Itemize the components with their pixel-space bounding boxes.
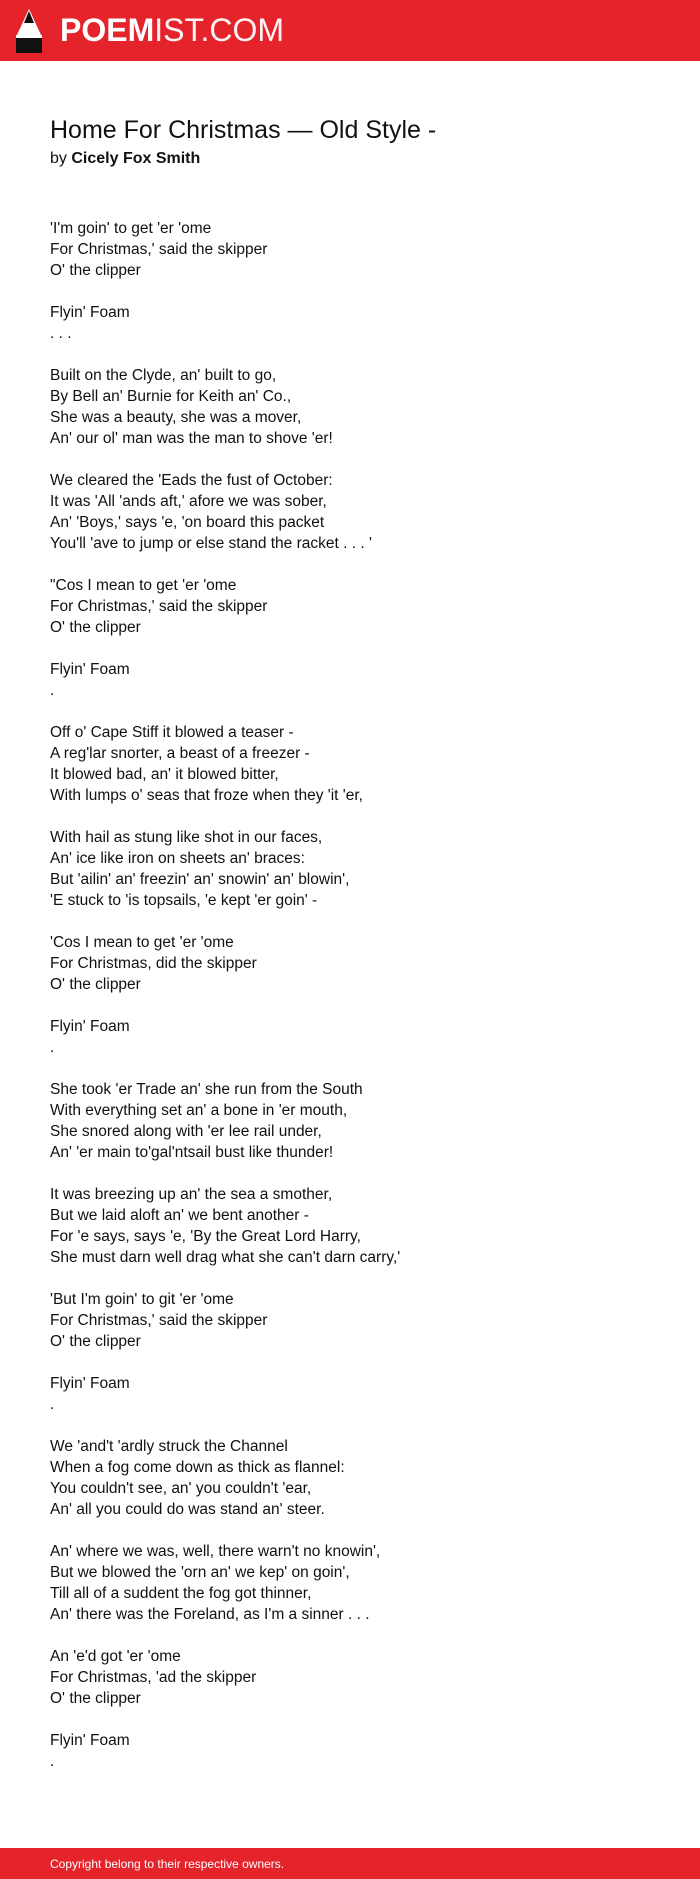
- poem-line: Built on the Clyde, an' built to go,: [50, 367, 277, 384]
- poem-line: .: [50, 1396, 55, 1413]
- poem-line: With hail as stung like shot in our faces,: [50, 829, 323, 846]
- poem-line: For Christmas, 'ad the skipper: [50, 1669, 257, 1686]
- poem-line: You'll 'ave to jump or else stand the racket . . . ': [50, 535, 372, 552]
- poem-line: Flyin' Foam: [50, 1732, 130, 1749]
- poem-line: An' there was the Foreland, as I'm a sinner . . .: [50, 1606, 370, 1623]
- poem-line: A reg'lar snorter, a beast of a freezer -: [50, 745, 310, 762]
- poem-line: With lumps o' seas that froze when they 'it 'er,: [50, 787, 363, 804]
- stanza-break: [50, 1415, 650, 1436]
- by-label: by: [50, 150, 67, 167]
- poem-line: She took 'er Trade an' she run from the South: [50, 1081, 363, 1098]
- poem-line: Flyin' Foam: [50, 1018, 130, 1035]
- stanza-break: [50, 1625, 650, 1646]
- site-logo[interactable]: [60, 11, 284, 49]
- poem-line: By Bell an' Burnie for Keith an' Co.,: [50, 388, 292, 405]
- poem-line: .: [50, 1753, 55, 1770]
- poem-line: Flyin' Foam: [50, 661, 130, 678]
- stanza-break: [50, 1520, 650, 1541]
- poem-line: When a fog come down as thick as flannel:: [50, 1459, 345, 1476]
- stanza-break: [50, 449, 650, 470]
- poem-line: 'E stuck to 'is topsails, 'e kept 'er goin' -: [50, 892, 318, 909]
- poem-line: . . .: [50, 325, 72, 342]
- copyright-text: Copyright belong to their respective owners.: [50, 1857, 285, 1871]
- poem-line: An' all you could do was stand an' steer.: [50, 1501, 325, 1518]
- stanza-break: [50, 1352, 650, 1373]
- poem-line: She must darn well drag what she can't darn carry,': [50, 1249, 401, 1266]
- poem-line: "Cos I mean to get 'er 'ome: [50, 577, 237, 594]
- stanza-break: [50, 1163, 650, 1184]
- poem-line: An' 'Boys,' says 'e, 'on board this packet: [50, 514, 325, 531]
- poem-line: She snored along with 'er lee rail under,: [50, 1123, 322, 1140]
- stanza-break: [50, 1058, 650, 1079]
- site-header: [0, 0, 700, 61]
- stanza-break: [50, 995, 650, 1016]
- poem-line: O' the clipper: [50, 262, 141, 279]
- poem-title: Home For Christmas — Old Style -: [50, 116, 437, 144]
- poem-line: We cleared the 'Eads the fust of October:: [50, 472, 333, 489]
- poem-line: But 'ailin' an' freezin' an' snowin' an' blowin',: [50, 871, 350, 888]
- poem-line: O' the clipper: [50, 619, 141, 636]
- stanza-break: [50, 554, 650, 575]
- poem-body: [50, 218, 650, 1772]
- poem-line: But we blowed the 'orn an' we kep' on goin',: [50, 1564, 350, 1581]
- poem-line: An' ice like iron on sheets an' braces:: [50, 850, 305, 867]
- byline: [50, 148, 200, 170]
- poem-line: It was breezing up an' the sea a smother,: [50, 1186, 333, 1203]
- poem-line: For 'e says, says 'e, 'By the Great Lord Harry,: [50, 1228, 361, 1245]
- stanza-break: [50, 638, 650, 659]
- poem-line: 'But I'm goin' to git 'er 'ome: [50, 1291, 234, 1308]
- poem-line: We 'and't 'ardly struck the Channel: [50, 1438, 288, 1455]
- logo-light-text: IST.COM: [154, 12, 285, 48]
- poem-line: She was a beauty, she was a mover,: [50, 409, 302, 426]
- stanza-break: [50, 806, 650, 827]
- stanza-break: [50, 1268, 650, 1289]
- poem-line: .: [50, 1039, 55, 1056]
- stanza-break: [50, 701, 650, 722]
- poem-line: For Christmas,' said the skipper: [50, 241, 268, 258]
- site-footer: [0, 1848, 700, 1879]
- stanza-break: [50, 344, 650, 365]
- poem-line: An' where we was, well, there warn't no knowin',: [50, 1543, 381, 1560]
- poem-line: Till all of a suddent the fog got thinner,: [50, 1585, 312, 1602]
- poem-line: O' the clipper: [50, 976, 141, 993]
- stanza-break: [50, 1709, 650, 1730]
- poem-line: 'I'm goin' to get 'er 'ome: [50, 220, 212, 237]
- poem-line: With everything set an' a bone in 'er mouth,: [50, 1102, 348, 1119]
- poem-line: An' 'er main to'gal'ntsail bust like thunder!: [50, 1144, 334, 1161]
- poem-line: You couldn't see, an' you couldn't 'ear,: [50, 1480, 312, 1497]
- poem-line: For Christmas,' said the skipper: [50, 598, 268, 615]
- logo-bold-text: POEM: [60, 12, 155, 48]
- poem-line: But we laid aloft an' we bent another -: [50, 1207, 309, 1224]
- poem-line: An' our ol' man was the man to shove 'er!: [50, 430, 333, 447]
- stanza-break: [50, 281, 650, 302]
- poem-line: O' the clipper: [50, 1333, 141, 1350]
- poem-line: For Christmas,' said the skipper: [50, 1312, 268, 1329]
- stanza-break: [50, 911, 650, 932]
- poem-line: An 'e'd got 'er 'ome: [50, 1648, 181, 1665]
- pencil-tip-icon[interactable]: [14, 9, 44, 53]
- author-name: Cicely Fox Smith: [71, 150, 201, 167]
- poem-line: Off o' Cape Stiff it blowed a teaser -: [50, 724, 294, 741]
- poem-line: Flyin' Foam: [50, 1375, 130, 1392]
- poem-line: For Christmas, did the skipper: [50, 955, 257, 972]
- poem-line: Flyin' Foam: [50, 304, 130, 321]
- poem-line: .: [50, 682, 55, 699]
- poem-line: It was 'All 'ands aft,' afore we was sober,: [50, 493, 327, 510]
- poem-line: It blowed bad, an' it blowed bitter,: [50, 766, 279, 783]
- poem-line: 'Cos I mean to get 'er 'ome: [50, 934, 234, 951]
- poem-line: O' the clipper: [50, 1690, 141, 1707]
